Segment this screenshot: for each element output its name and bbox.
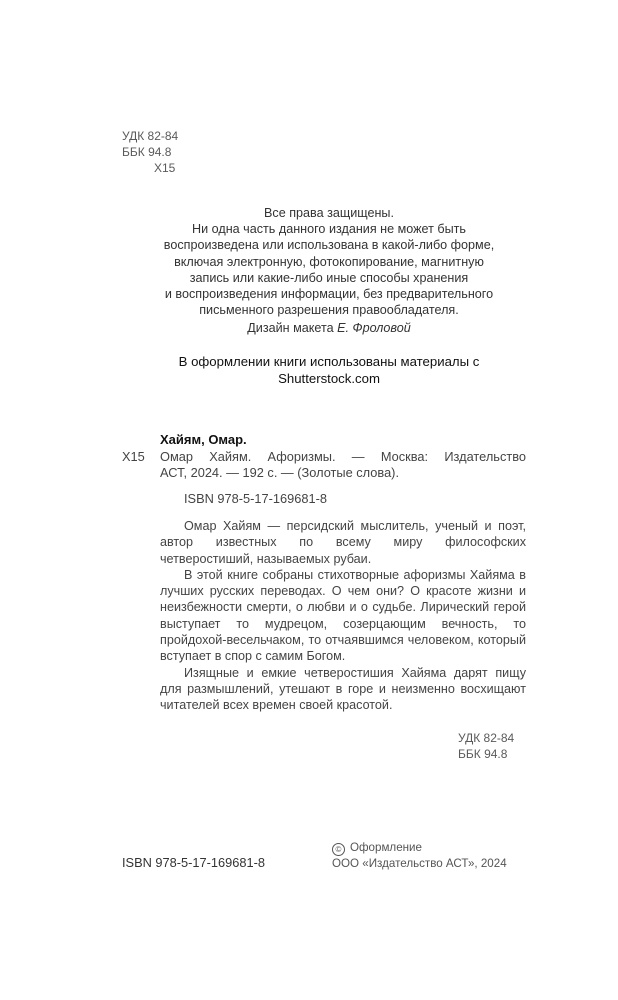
description-line: АСТ, 2024. — 192 с. — (Золотые слова). [160,465,399,480]
materials-credit [120,354,538,387]
copyright-line: ООО «Издательство АСТ», 2024 [332,857,507,870]
annotation-paragraph: Изящные и емкие четверостишия Хайяма дарят пищу для размышлений, утешают в горе и неизменно восхищают читателей всех времен своей красотой. [160,665,526,713]
description-line: Омар Хайям. Афоризмы. — Москва: Издательство [160,449,526,464]
classification-codes-top [122,128,178,176]
materials-line: В оформлении книги использованы материалы с [178,354,480,369]
rights-line: письменного разрешения правообладателя. [199,303,459,318]
annotation-paragraph: Омар Хайям — персидский мыслитель, ученый и поэт, автор известных по всему миру философских четверостиший, называемых рубаи. [160,519,526,566]
materials-line: Shutterstock.com [278,370,380,386]
rights-line: и воспроизведения информации, без предварительного [164,287,494,302]
catalog-author: Хайям, Омар. [160,432,247,447]
rights-line: включая электронную, фотокопирование, магнитную [174,254,484,269]
bbk-code: ББК 94.8 [458,747,508,761]
catalog-author-mark: Х15 [122,449,145,464]
copyright-icon: © [332,843,345,856]
catalog-description [160,449,526,481]
author-mark: Х15 [154,161,176,175]
designer-name: Е. Фроловой [337,321,411,335]
annotation-paragraph: В этой книге собраны стихотворные афоризмы Хайяма в лучших русских переводах. О чем они? О красоте жизни и неизбежности смерти, о любви и о судьбе. Лирический герой выступает то мудрецом, созерцающим вечность, то пройдохой-весельчаком, то отчаявшимся человеком, который вступает в спор с самим Богом. [160,567,526,664]
design-label: Дизайн макета [247,321,334,335]
udk-code: УДК 82-84 [458,731,515,745]
rights-line: воспроизведена или использована в какой-либо форме, [163,238,495,253]
udk-code: УДК 82-84 [122,129,179,143]
rights-notice [110,205,548,318]
classification-codes-bottom [458,730,514,762]
bbk-code: ББК 94.8 [122,145,172,159]
catalog-isbn: ISBN 978-5-17-169681-8 [184,491,327,506]
footer-isbn: ISBN 978-5-17-169681-8 [122,855,265,870]
copyright-notice [332,840,507,872]
rights-line: Ни одна часть данного издания не может быть [192,222,466,237]
copyright-line: Оформление [350,841,422,854]
design-credit [110,320,548,336]
rights-line: Все права защищены. [264,206,394,220]
annotation [160,518,526,714]
rights-line: запись или какие-либо иные способы хранения [189,270,469,285]
